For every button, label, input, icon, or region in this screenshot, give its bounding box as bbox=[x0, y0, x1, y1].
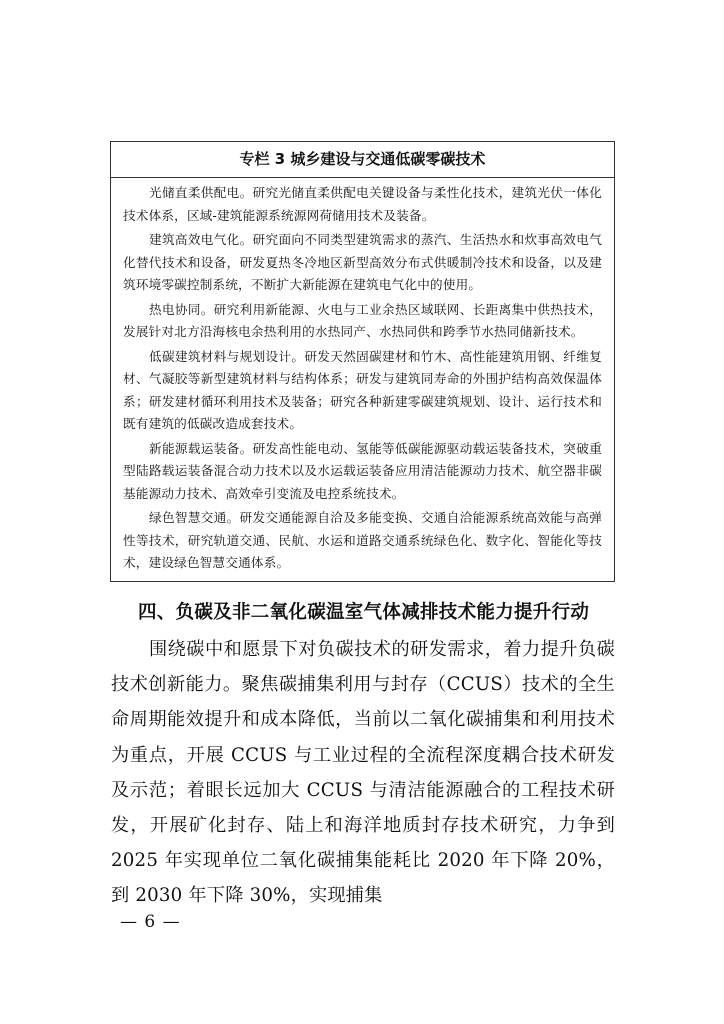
box-paragraph-2: 建筑高效电气化。研究面向不同类型建筑需求的蒸汽、生活热水和炊事高效电气化替代技术和设备，研发夏热冬冷地区新型高效分布式供暖制冷技术和设备，以及建筑环境零碳控制系统，不断扩大新能源在建筑电气化中的使用。 bbox=[123, 232, 602, 292]
box-paragraph-4: 低碳建筑材料与规划设计。研发天然固碳建材和竹木、高性能建筑用钢、纤维复材、气凝胶等新型建筑材料与结构体系；研发与建筑同寿命的外围护结构高效保温体系；研发建材循环利用技术及装备；研究各种新建零碳建筑规划、设计、运行技术和既有建筑的低碳改造成套技术。 bbox=[123, 348, 602, 431]
section-heading: 四、负碳及非二氧化碳温室气体减排技术能力提升行动 bbox=[138, 602, 590, 623]
box-paragraph-3: 热电协同。研究利用新能源、火电与工业余热区域联网、长距离集中供热技术，发展针对北方沿海核电余热利用的水热同产、水热同供和跨季节水热同储新技术。 bbox=[123, 301, 602, 339]
box-body bbox=[111, 178, 614, 575]
sidebar-box bbox=[110, 141, 615, 582]
box-paragraph-6: 绿色智慧交通。研发交通能源自洽及多能变换、交通自洽能源系统高效能与高弹性等技术，研究轨道交通、民航、水运和道路交通系统绿色化、数字化、智能化等技术，建设绿色智慧交通体系。 bbox=[123, 510, 602, 570]
box-paragraph-1: 光储直柔供配电。研究光储直柔供配电关键设备与柔性化技术，建筑光伏一体化技术体系，区域-建筑能源系统源网荷储用技术及装备。 bbox=[123, 185, 602, 223]
box-title: 专栏 3 城乡建设与交通低碳零碳技术 bbox=[111, 142, 614, 178]
box-paragraph-5: 新能源载运装备。研发高性能电动、氢能等低碳能源驱动载运装备技术，突破重型陆路载运装备混合动力技术以及水运载运装备应用清洁能源动力技术、航空器非碳基能源动力技术、高效牵引变流及电控系统技术。 bbox=[123, 440, 602, 501]
page-number: — 6 — bbox=[120, 912, 181, 932]
body-paragraph: 围绕碳中和愿景下对负碳技术的研发需求，着力提升负碳技术创新能力。聚焦碳捕集利用与封存（CCUS）技术的全生命周期能效提升和成本降低，当前以二氧化碳捕集和利用技术为重点，开展 CCUS 与工业过程的全流程深度耦合技术研发及示范；着眼长远加大 CCUS 与清洁能源融合的工程技术研发，开展矿化封存、陆上和海洋地质封存技术研究，力争到 2025 年实现单位二氧化碳捕集能耗比 2020 年下降 20%，到 2030 年下降 30%，实现捕集 bbox=[111, 639, 615, 907]
